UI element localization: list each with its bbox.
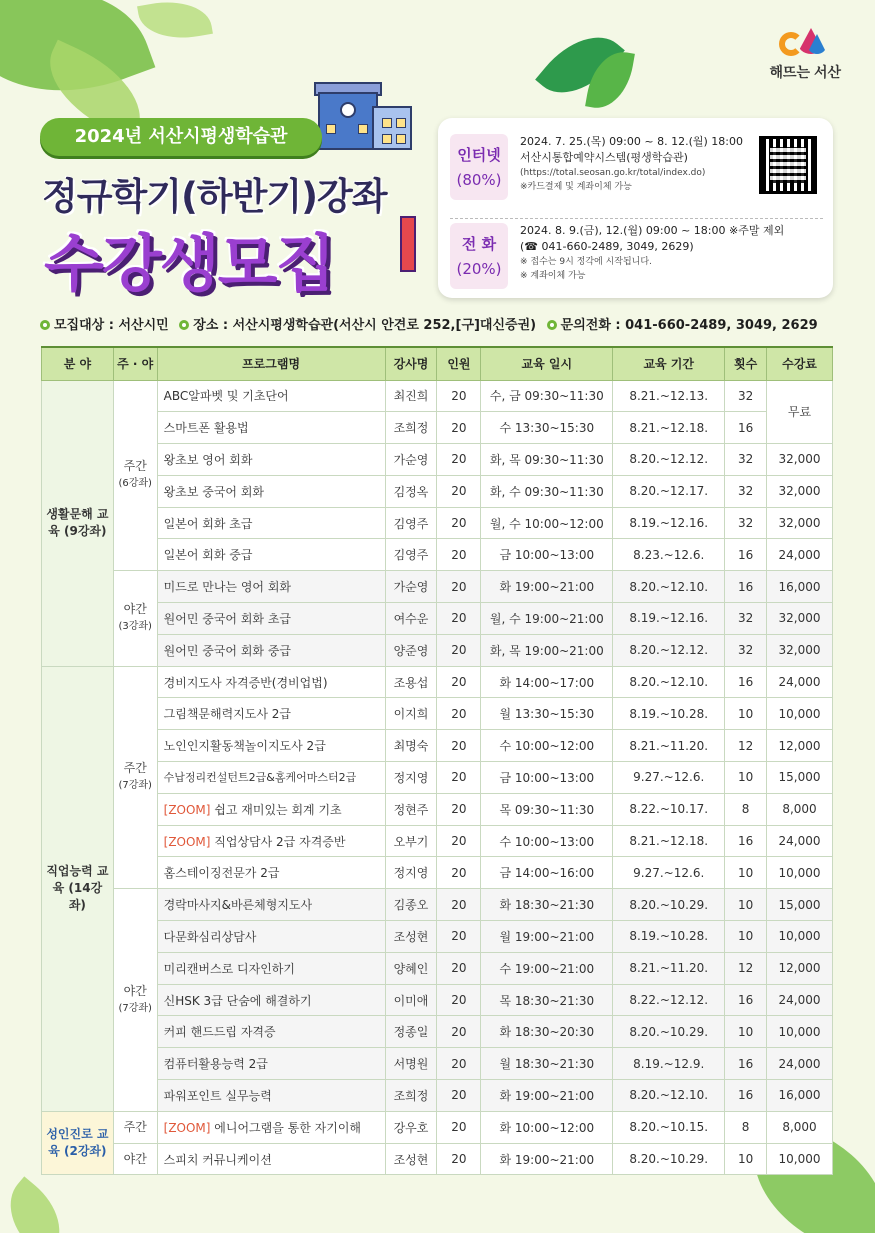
teacher-cell: 정지영 [385, 857, 437, 889]
count-cell: 32 [725, 603, 767, 635]
program-cell: 경비지도사 자격증반(경비업법) [157, 666, 385, 698]
bullet-icon [179, 320, 189, 330]
teacher-cell: 김영주 [385, 507, 437, 539]
teacher-cell: 여수운 [385, 603, 437, 635]
people-cell: 20 [437, 1048, 481, 1080]
teacher-cell: 정종일 [385, 1016, 437, 1048]
registration-phone-number: (☎ 041-660-2489, 3049, 2629) [520, 240, 694, 253]
term-cell: 8.19.~10.28. [613, 698, 725, 730]
table-row [42, 952, 833, 984]
place-text: 장소 : 서산시평생학습관(서산시 안견로 252,[구]대신증권) [193, 318, 537, 333]
fee-cell: 10,000 [767, 921, 833, 953]
time-cell: 화, 수 09:30~11:30 [481, 475, 613, 507]
count-cell: 16 [725, 539, 767, 571]
program-cell: 원어민 중국어 회화 중급 [157, 634, 385, 666]
term-cell: 8.20.~12.10. [613, 666, 725, 698]
registration-url[interactable]: (https://total.seosan.go.kr/total/index.do) [520, 168, 706, 178]
course-table [41, 346, 833, 1175]
program-cell: 컴퓨터활용능력 2급 [157, 1048, 385, 1080]
table-row [42, 444, 833, 476]
program-cell: 미리캔버스로 디자인하기 [157, 952, 385, 984]
fee-cell: 무료 [767, 380, 833, 444]
people-cell: 20 [437, 698, 481, 730]
time-cell: 수 19:00~21:00 [481, 952, 613, 984]
field-cell: 생활문해 교 육 (9강좌) [42, 380, 114, 666]
fee-cell: 24,000 [767, 984, 833, 1016]
fee-cell: 10,000 [767, 1016, 833, 1048]
time-cell: 화 19:00~21:00 [481, 1143, 613, 1175]
term-cell: 8.20.~10.15. [613, 1111, 725, 1143]
fee-cell: 32,000 [767, 507, 833, 539]
time-cell: 월 18:30~21:30 [481, 1048, 613, 1080]
time-cell: 월 13:30~15:30 [481, 698, 613, 730]
count-cell: 12 [725, 730, 767, 762]
target-text: 모집대상 : 서산시민 [54, 318, 169, 333]
column-header: 수강료 [767, 347, 833, 380]
registration-phone [450, 218, 823, 290]
time-cell: 화 14:00~17:00 [481, 666, 613, 698]
big-title: 수강생모집 [44, 227, 334, 300]
teacher-cell: 양준영 [385, 634, 437, 666]
teacher-cell: 김영주 [385, 539, 437, 571]
teacher-cell: 조용섭 [385, 666, 437, 698]
time-cell: 수, 금 09:30~11:30 [481, 380, 613, 412]
term-cell: 8.22.~12.12. [613, 984, 725, 1016]
time-cell: 화 18:30~21:30 [481, 889, 613, 921]
school-building-icon [318, 72, 414, 152]
time-cell: 금 14:00~16:00 [481, 857, 613, 889]
header-tag: 2024년 서산시평생학습관 [40, 118, 322, 156]
count-cell: 8 [725, 1111, 767, 1143]
meta-info [40, 314, 840, 333]
time-cell: 수 10:00~12:00 [481, 730, 613, 762]
program-cell: 왕초보 중국어 회화 [157, 475, 385, 507]
column-header: 인원 [437, 347, 481, 380]
count-cell: 16 [725, 1048, 767, 1080]
city-logo [769, 26, 841, 82]
time-cell: 화 19:00~21:00 [481, 1080, 613, 1112]
teacher-cell: 조성현 [385, 1143, 437, 1175]
teacher-cell: 최명숙 [385, 730, 437, 762]
method-name: 인터넷 [457, 146, 501, 164]
people-cell: 20 [437, 603, 481, 635]
count-cell: 16 [725, 984, 767, 1016]
table-row [42, 762, 833, 794]
term-cell: 8.20.~12.12. [613, 634, 725, 666]
table-row [42, 666, 833, 698]
table-row [42, 380, 833, 412]
fee-cell: 15,000 [767, 762, 833, 794]
count-cell: 16 [725, 571, 767, 603]
count-cell: 12 [725, 952, 767, 984]
registration-note: ※ 계좌이체 가능 [520, 271, 586, 281]
program-cell: 커피 핸드드립 자격증 [157, 1016, 385, 1048]
period-cell: 주간 (6강좌) [113, 380, 157, 571]
period-cell: 주간 [113, 1111, 157, 1143]
program-cell: 일본어 회화 중급 [157, 539, 385, 571]
fee-cell: 10,000 [767, 857, 833, 889]
time-cell: 화, 목 09:30~11:30 [481, 444, 613, 476]
people-cell: 20 [437, 1143, 481, 1175]
page-title: 정규학기(하반기)강좌 [42, 175, 387, 218]
term-cell: 8.20.~12.12. [613, 444, 725, 476]
teacher-cell: 조성현 [385, 921, 437, 953]
fee-cell: 16,000 [767, 1080, 833, 1112]
term-cell: 8.20.~10.29. [613, 1016, 725, 1048]
teacher-cell: 서명원 [385, 1048, 437, 1080]
term-cell: 8.20.~12.10. [613, 571, 725, 603]
table-row [42, 889, 833, 921]
period-cell: 야간 (7강좌) [113, 889, 157, 1112]
people-cell: 20 [437, 539, 481, 571]
program-cell: 신HSK 3급 단숨에 해결하기 [157, 984, 385, 1016]
term-cell: 8.21.~12.13. [613, 380, 725, 412]
method-percent: (20%) [456, 260, 502, 278]
teacher-cell: 가순영 [385, 444, 437, 476]
people-cell: 20 [437, 825, 481, 857]
fee-cell: 24,000 [767, 539, 833, 571]
table-row [42, 825, 833, 857]
registration-system: 서산시통합예약시스템(평생학습관) [520, 151, 688, 164]
term-cell: 8.20.~10.29. [613, 889, 725, 921]
count-cell: 10 [725, 1016, 767, 1048]
period-cell: 야간 (3강좌) [113, 571, 157, 666]
term-cell: 9.27.~12.6. [613, 762, 725, 794]
column-header: 프로그램명 [157, 347, 385, 380]
time-cell: 화 18:30~20:30 [481, 1016, 613, 1048]
program-cell: [ZOOM] 쉽고 재미있는 회계 기초 [157, 793, 385, 825]
program-cell: 그림책문해력지도사 2급 [157, 698, 385, 730]
count-cell: 16 [725, 1080, 767, 1112]
time-cell: 월, 수 19:00~21:00 [481, 603, 613, 635]
program-cell: 노인인지활동책놀이지도사 2급 [157, 730, 385, 762]
people-cell: 20 [437, 730, 481, 762]
people-cell: 20 [437, 952, 481, 984]
table-row [42, 507, 833, 539]
table-row [42, 921, 833, 953]
fee-cell: 12,000 [767, 730, 833, 762]
term-cell: 8.19.~12.16. [613, 507, 725, 539]
program-cell: 경락마사지&바른체형지도사 [157, 889, 385, 921]
method-percent: (80%) [456, 171, 502, 189]
fee-cell: 8,000 [767, 1111, 833, 1143]
count-cell: 10 [725, 762, 767, 794]
teacher-cell: 정현주 [385, 793, 437, 825]
people-cell: 20 [437, 921, 481, 953]
teacher-cell: 양혜인 [385, 952, 437, 984]
program-cell: 파워포인트 실무능력 [157, 1080, 385, 1112]
table-row [42, 412, 833, 444]
table-row [42, 475, 833, 507]
column-header: 주 · 야 [113, 347, 157, 380]
teacher-cell: 조희정 [385, 1080, 437, 1112]
table-header-row [42, 347, 833, 380]
program-cell: 미드로 만나는 영어 회화 [157, 571, 385, 603]
logo-text: 해뜨는 서산 [769, 64, 841, 80]
teacher-cell: 정지영 [385, 762, 437, 794]
table-row [42, 730, 833, 762]
term-cell: 8.19.~10.28. [613, 921, 725, 953]
time-cell: 수 13:30~15:30 [481, 412, 613, 444]
column-header: 교육 기간 [613, 347, 725, 380]
column-header: 강사명 [385, 347, 437, 380]
count-cell: 16 [725, 412, 767, 444]
people-cell: 20 [437, 984, 481, 1016]
table-row [42, 603, 833, 635]
sunrise-logo-icon [775, 26, 835, 58]
count-cell: 32 [725, 507, 767, 539]
teacher-cell: 가순영 [385, 571, 437, 603]
count-cell: 10 [725, 857, 767, 889]
people-cell: 20 [437, 634, 481, 666]
table-row [42, 698, 833, 730]
table-row [42, 1016, 833, 1048]
fee-cell: 32,000 [767, 634, 833, 666]
term-cell: 8.22.~10.17. [613, 793, 725, 825]
count-cell: 32 [725, 380, 767, 412]
people-cell: 20 [437, 571, 481, 603]
people-cell: 20 [437, 380, 481, 412]
fee-cell: 12,000 [767, 952, 833, 984]
program-cell: 홈스테이징전문가 2급 [157, 857, 385, 889]
teacher-cell: 이미애 [385, 984, 437, 1016]
program-cell: 왕초보 영어 회화 [157, 444, 385, 476]
term-cell: 8.21.~11.20. [613, 730, 725, 762]
people-cell: 20 [437, 1111, 481, 1143]
term-cell: 8.21.~12.18. [613, 825, 725, 857]
fee-cell: 24,000 [767, 825, 833, 857]
fee-cell: 32,000 [767, 444, 833, 476]
table-row [42, 793, 833, 825]
bullet-icon [547, 320, 557, 330]
teacher-cell: 조희정 [385, 412, 437, 444]
registration-info-box [438, 118, 833, 298]
count-cell: 32 [725, 634, 767, 666]
fee-cell: 24,000 [767, 666, 833, 698]
term-cell: 8.19.~12.16. [613, 603, 725, 635]
time-cell: 화, 목 19:00~21:00 [481, 634, 613, 666]
table-row [42, 539, 833, 571]
table-row [42, 857, 833, 889]
teacher-cell: 최진희 [385, 380, 437, 412]
term-cell: 8.20.~10.29. [613, 1143, 725, 1175]
count-cell: 10 [725, 889, 767, 921]
method-badge [450, 223, 508, 289]
column-header: 횟수 [725, 347, 767, 380]
time-cell: 화 10:00~12:00 [481, 1111, 613, 1143]
program-cell: [ZOOM] 직업상담사 2급 자격증반 [157, 825, 385, 857]
program-cell: 스피치 커뮤니케이션 [157, 1143, 385, 1175]
program-cell: 수납정리컨설턴트2급&홈케어마스터2급 [157, 762, 385, 794]
teacher-cell: 강우호 [385, 1111, 437, 1143]
program-cell: 스마트폰 활용법 [157, 412, 385, 444]
registration-note: ※카드결제 및 계좌이체 가능 [520, 182, 632, 192]
people-cell: 20 [437, 793, 481, 825]
count-cell: 16 [725, 825, 767, 857]
pencil-icon [400, 216, 416, 272]
fee-cell: 15,000 [767, 889, 833, 921]
field-cell: 직업능력 교 육 (14강좌) [42, 666, 114, 1111]
count-cell: 8 [725, 793, 767, 825]
time-cell: 금 10:00~13:00 [481, 539, 613, 571]
registration-note: ※ 접수는 9시 정각에 시작됩니다. [520, 257, 652, 267]
people-cell: 20 [437, 1080, 481, 1112]
bullet-icon [40, 320, 50, 330]
fee-cell: 8,000 [767, 793, 833, 825]
people-cell: 20 [437, 444, 481, 476]
people-cell: 20 [437, 412, 481, 444]
registration-period: 2024. 7. 25.(목) 09:00 ~ 8. 12.(월) 18:00 [520, 135, 743, 148]
count-cell: 10 [725, 1143, 767, 1175]
count-cell: 32 [725, 444, 767, 476]
fee-cell: 16,000 [767, 571, 833, 603]
term-cell: 8.20.~12.17. [613, 475, 725, 507]
people-cell: 20 [437, 857, 481, 889]
time-cell: 월 19:00~21:00 [481, 921, 613, 953]
teacher-cell: 이지희 [385, 698, 437, 730]
count-cell: 16 [725, 666, 767, 698]
fee-cell: 10,000 [767, 698, 833, 730]
table-row [42, 1080, 833, 1112]
time-cell: 화 19:00~21:00 [481, 571, 613, 603]
term-cell: 9.27.~12.6. [613, 857, 725, 889]
count-cell: 32 [725, 475, 767, 507]
table-row [42, 634, 833, 666]
phone-text: 문의전화 : 041-660-2489, 3049, 2629 [560, 318, 818, 333]
decorative-leaf [0, 1176, 78, 1233]
people-cell: 20 [437, 889, 481, 921]
term-cell: 8.21.~12.18. [613, 412, 725, 444]
time-cell: 목 09:30~11:30 [481, 793, 613, 825]
program-cell: 다문화심리상담사 [157, 921, 385, 953]
period-cell: 야간 [113, 1143, 157, 1175]
program-cell: ABC알파벳 및 기초단어 [157, 380, 385, 412]
table-row [42, 1111, 833, 1143]
teacher-cell: 김정옥 [385, 475, 437, 507]
time-cell: 수 10:00~13:00 [481, 825, 613, 857]
table-row [42, 984, 833, 1016]
fee-cell: 24,000 [767, 1048, 833, 1080]
term-cell: 8.23.~12.6. [613, 539, 725, 571]
method-name: 전 화 [461, 235, 497, 253]
count-cell: 10 [725, 921, 767, 953]
table-row [42, 1143, 833, 1175]
teacher-cell: 김종오 [385, 889, 437, 921]
method-badge [450, 134, 508, 200]
people-cell: 20 [437, 1016, 481, 1048]
fee-cell: 10,000 [767, 1143, 833, 1175]
table-row [42, 1048, 833, 1080]
people-cell: 20 [437, 475, 481, 507]
time-cell: 목 18:30~21:30 [481, 984, 613, 1016]
field-cell: 성인진로 교 육 (2강좌) [42, 1111, 114, 1175]
program-cell: [ZOOM] 에니어그램을 통한 자기이해 [157, 1111, 385, 1143]
people-cell: 20 [437, 507, 481, 539]
fee-cell: 32,000 [767, 603, 833, 635]
teacher-cell: 오부기 [385, 825, 437, 857]
time-cell: 월, 수 10:00~12:00 [481, 507, 613, 539]
program-cell: 일본어 회화 초급 [157, 507, 385, 539]
decorative-leaf [137, 0, 213, 46]
qr-code-icon[interactable] [759, 136, 817, 194]
registration-internet [450, 130, 823, 212]
column-header: 교육 일시 [481, 347, 613, 380]
term-cell: 8.19.~12.9. [613, 1048, 725, 1080]
table-row [42, 571, 833, 603]
fee-cell: 32,000 [767, 475, 833, 507]
people-cell: 20 [437, 666, 481, 698]
count-cell: 10 [725, 698, 767, 730]
term-cell: 8.20.~12.10. [613, 1080, 725, 1112]
term-cell: 8.21.~11.20. [613, 952, 725, 984]
time-cell: 금 10:00~13:00 [481, 762, 613, 794]
registration-period: 2024. 8. 9.(금), 12.(월) 09:00 ~ 18:00 ※주말 제외 [520, 224, 785, 237]
column-header: 분 야 [42, 347, 114, 380]
people-cell: 20 [437, 762, 481, 794]
period-cell: 주간 (7강좌) [113, 666, 157, 889]
program-cell: 원어민 중국어 회화 초급 [157, 603, 385, 635]
